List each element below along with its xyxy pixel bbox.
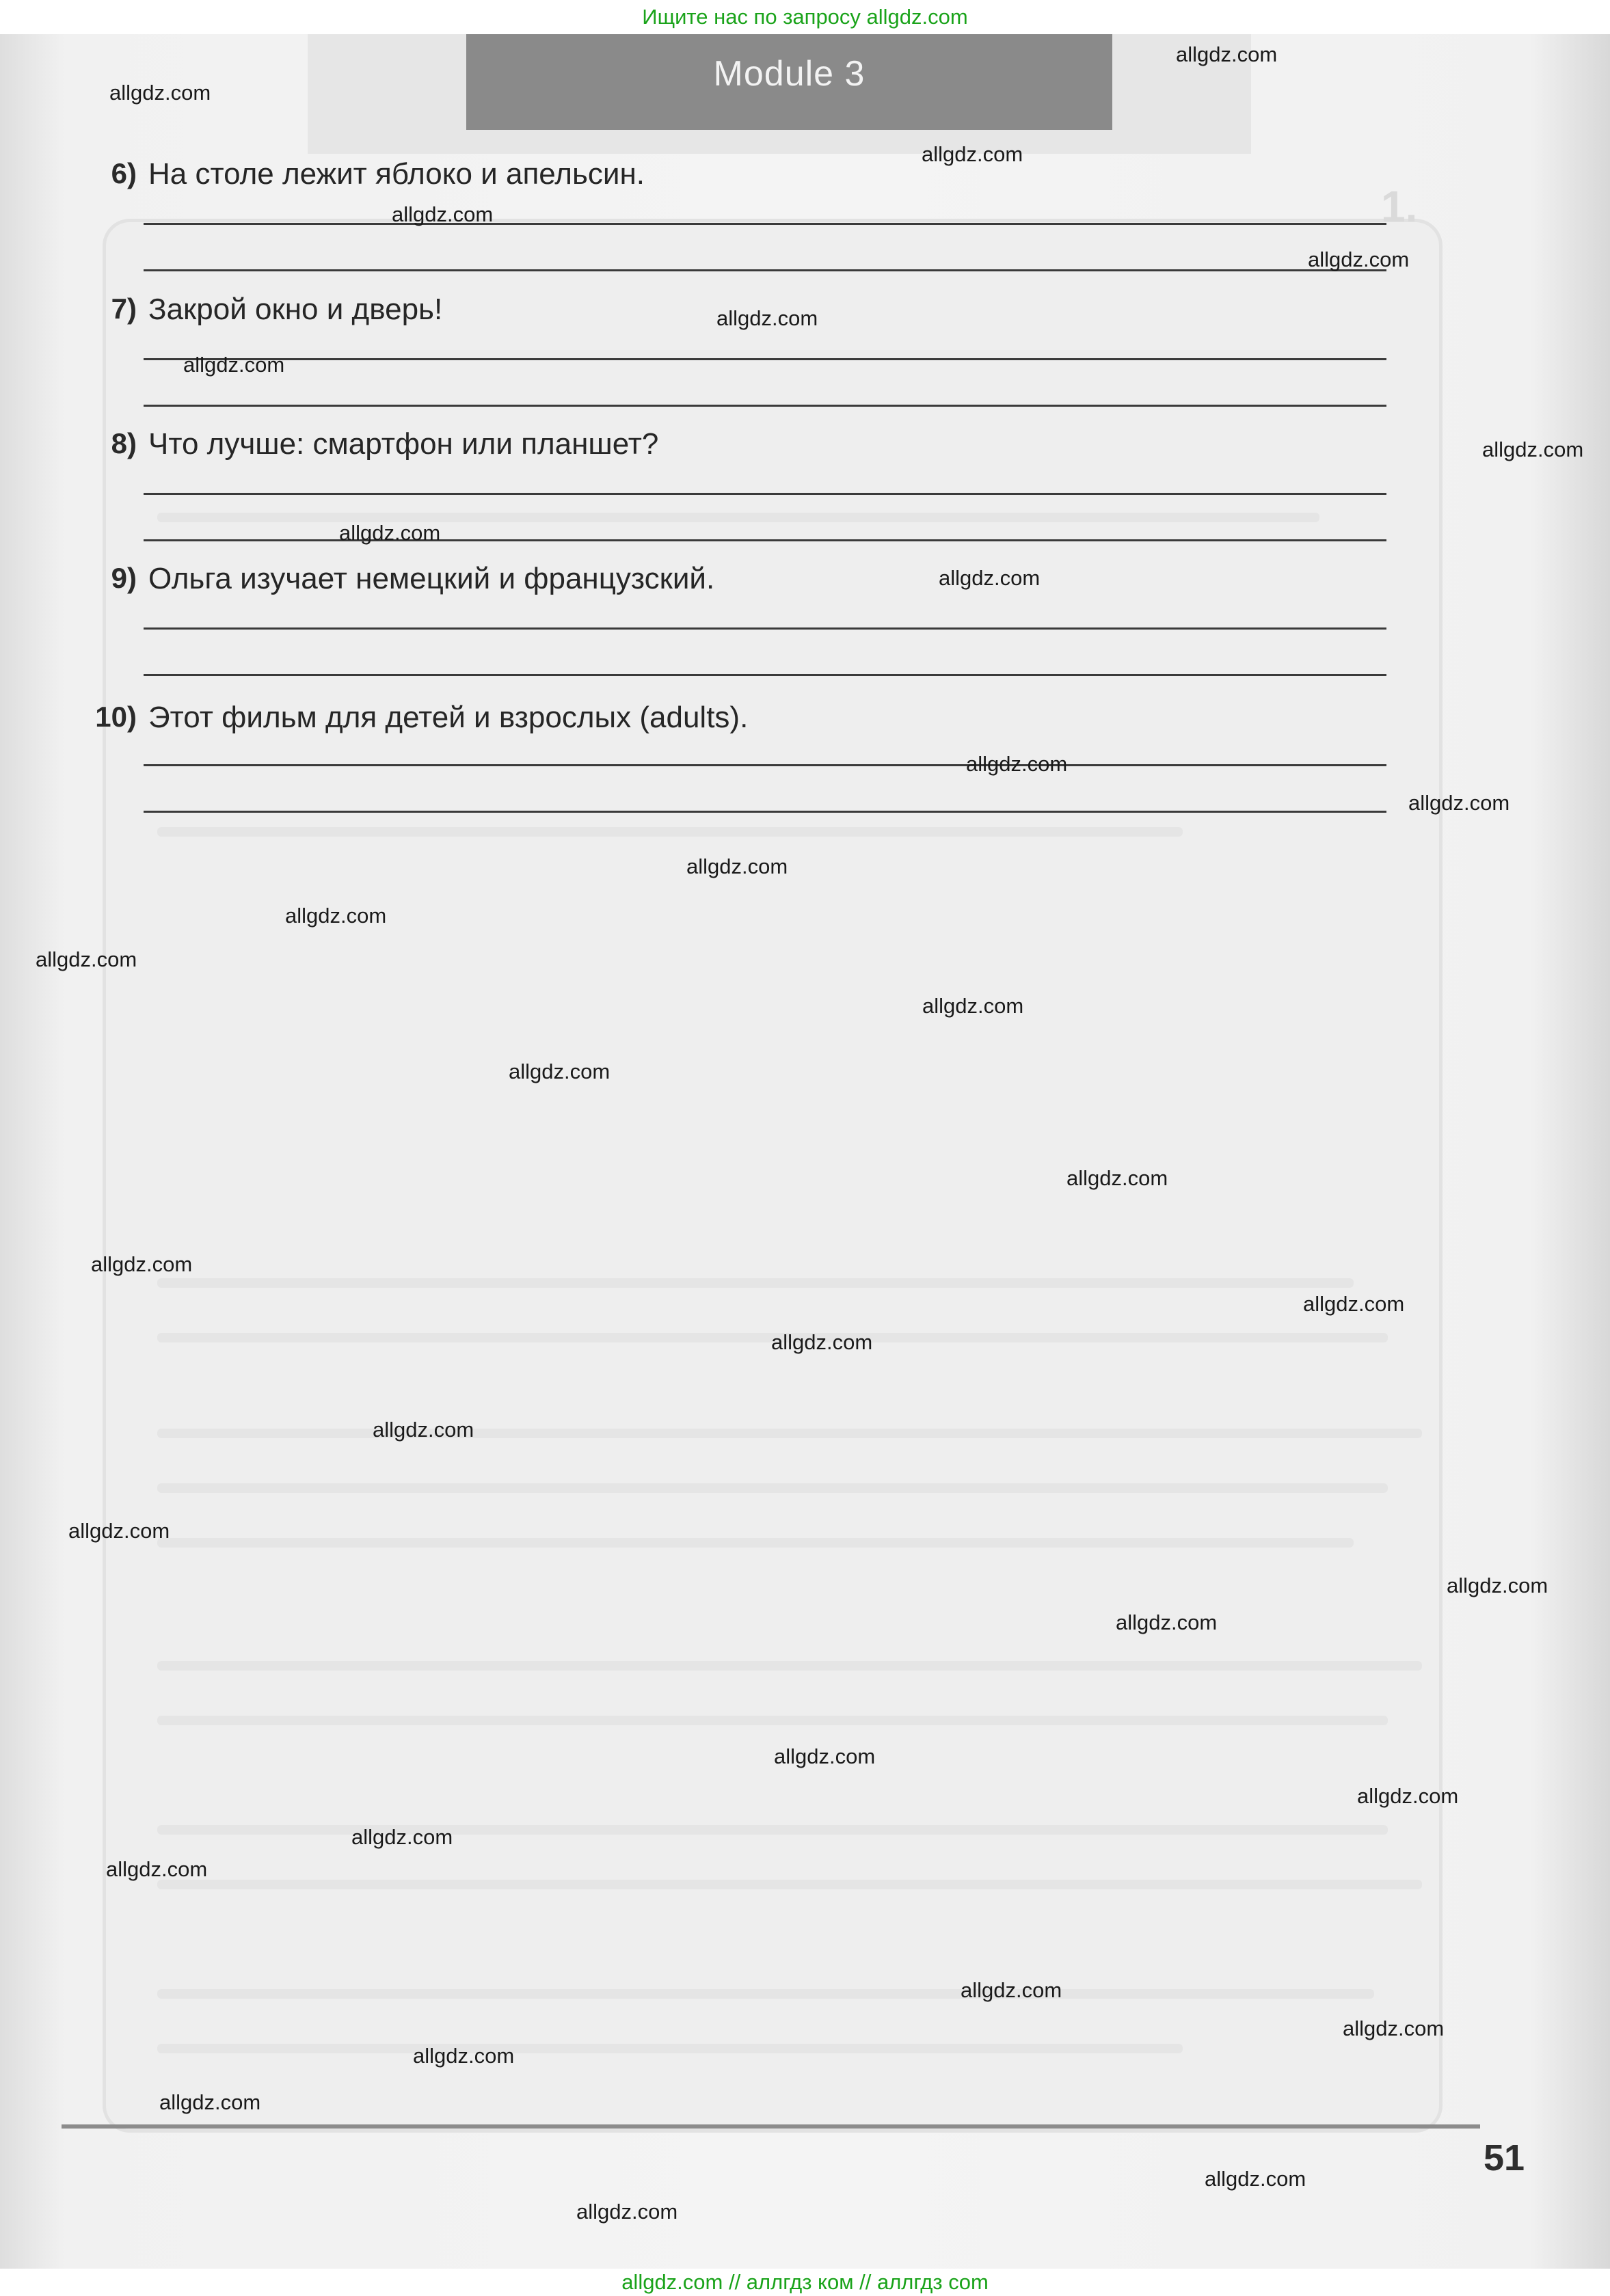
watermark-text: allgdz.com <box>966 752 1068 776</box>
watermark-text: allgdz.com <box>922 994 1024 1018</box>
exercise-text: Этот фильм для детей и взрослых (adults). <box>148 701 749 734</box>
watermark-text: allgdz.com <box>1116 1610 1218 1634</box>
watermark-text: allgdz.com <box>509 1059 611 1083</box>
faded-grammar-panel <box>103 219 1443 2133</box>
workbook-page <box>0 34 1610 2269</box>
exercise-text: Ольга изучает немецкий и французский. <box>148 562 715 595</box>
faded-text-line <box>157 1483 1388 1493</box>
page-number: 51 <box>1484 2137 1525 2178</box>
watermark-text: allgdz.com <box>1176 42 1278 66</box>
exercise-number: 8) <box>111 427 137 459</box>
watermark-text: allgdz.com <box>339 521 441 545</box>
watermark-text: allgdz.com <box>1308 247 1410 271</box>
answer-line[interactable] <box>144 811 1386 813</box>
watermark-text: allgdz.com <box>1408 791 1510 815</box>
faded-text-line <box>157 2044 1183 2053</box>
bottom-banner[interactable]: allgdz.com // аллгдз ком // аллгдз com <box>0 2269 1610 2296</box>
watermark-text: allgdz.com <box>939 566 1041 590</box>
answer-line[interactable] <box>144 539 1386 541</box>
watermark-text: allgdz.com <box>774 1744 876 1768</box>
watermark-text: allgdz.com <box>183 353 285 377</box>
answer-line[interactable] <box>144 269 1386 271</box>
exercise-text: Закрой окно и дверь! <box>148 293 443 326</box>
faded-text-line <box>157 1825 1388 1835</box>
watermark-text: allgdz.com <box>1447 1574 1548 1597</box>
watermark-text: allgdz.com <box>1205 2167 1306 2191</box>
answer-line[interactable] <box>144 493 1386 495</box>
faded-text-line <box>157 1989 1374 1999</box>
faded-text-line <box>157 1880 1422 1889</box>
exercise-number: 10) <box>95 701 137 733</box>
watermark-text: allgdz.com <box>576 2200 678 2224</box>
footer-rule <box>62 2124 1480 2129</box>
exercise-number: 7) <box>111 293 137 325</box>
watermark-text: allgdz.com <box>1357 1784 1459 1808</box>
watermark-text: allgdz.com <box>373 1418 474 1442</box>
watermark-text: allgdz.com <box>68 1519 170 1543</box>
faded-section-number: 1. <box>1381 182 1418 231</box>
faded-text-line <box>157 1716 1388 1725</box>
faded-text-line <box>157 1661 1422 1671</box>
watermark-text: allgdz.com <box>922 142 1023 166</box>
watermark-text: allgdz.com <box>686 854 788 878</box>
module-title: Module 3 <box>713 54 866 94</box>
top-banner[interactable]: Ищите нас по запросу allgdz.com <box>0 0 1610 34</box>
faded-text-line <box>157 827 1183 837</box>
answer-line[interactable] <box>144 674 1386 676</box>
watermark-text: allgdz.com <box>351 1825 453 1849</box>
watermark-text: allgdz.com <box>36 947 137 971</box>
exercise-text: Что лучше: смартфон или планшет? <box>148 427 659 461</box>
watermark-text: allgdz.com <box>1343 2016 1445 2040</box>
watermark-text: allgdz.com <box>413 2044 515 2068</box>
exercise-text: На столе лежит яблоко и апельсин. <box>148 157 645 191</box>
watermark-text: allgdz.com <box>106 1857 208 1881</box>
watermark-text: allgdz.com <box>91 1252 193 1276</box>
faded-text-line <box>157 1538 1354 1548</box>
answer-line[interactable] <box>144 627 1386 630</box>
watermark-text: allgdz.com <box>716 306 818 330</box>
faded-text-line <box>157 1429 1422 1438</box>
watermark-text: allgdz.com <box>392 202 494 226</box>
watermark-text: allgdz.com <box>1066 1166 1168 1190</box>
watermark-text: allgdz.com <box>1303 1292 1405 1316</box>
watermark-text: allgdz.com <box>285 904 387 928</box>
watermark-text: allgdz.com <box>961 1978 1062 2002</box>
answer-line[interactable] <box>144 764 1386 766</box>
answer-line[interactable] <box>144 405 1386 407</box>
answer-line[interactable] <box>144 358 1386 360</box>
watermark-text: allgdz.com <box>159 2090 261 2114</box>
faded-text-line <box>157 513 1319 522</box>
exercise-number: 9) <box>111 562 137 594</box>
watermark-text: allgdz.com <box>1482 437 1584 461</box>
exercise-number: 6) <box>111 157 137 189</box>
watermark-text: allgdz.com <box>771 1330 873 1354</box>
faded-text-line <box>157 1278 1354 1288</box>
watermark-text: allgdz.com <box>109 81 211 105</box>
answer-line[interactable] <box>144 223 1386 225</box>
